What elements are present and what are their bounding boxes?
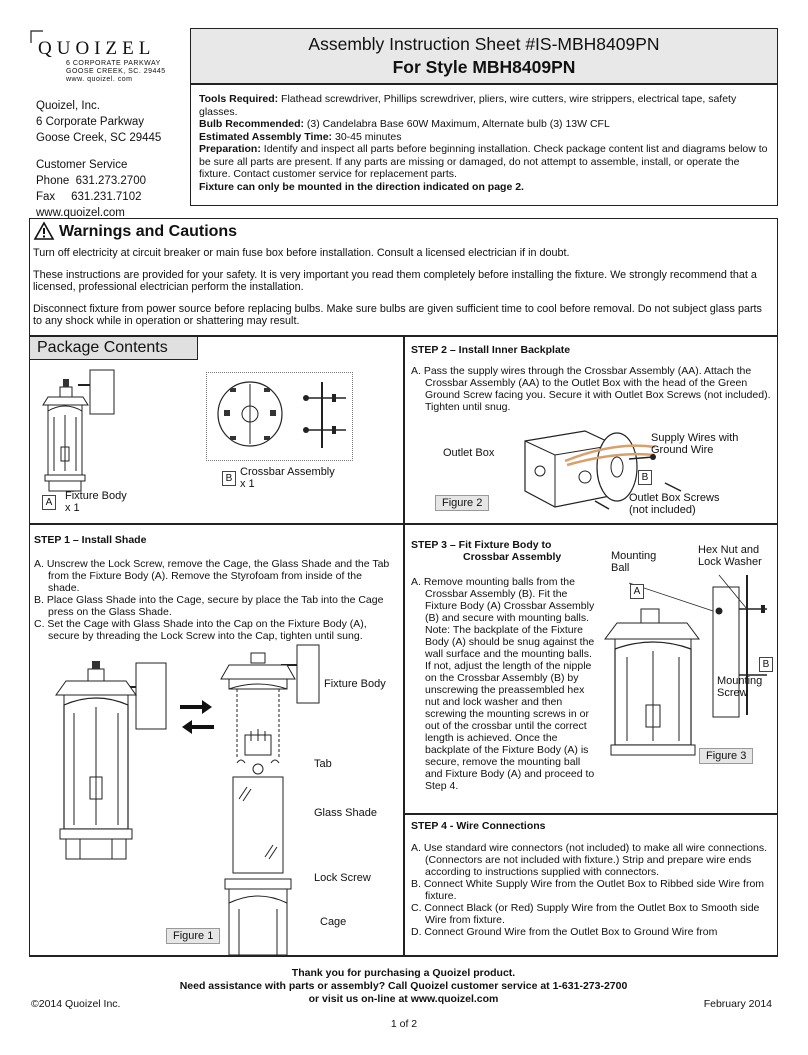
package-contents-box [29, 336, 404, 524]
crossbar-name: Crossbar Assembly [240, 466, 335, 478]
step1-instructions [34, 558, 396, 642]
company-name: Quoizel, Inc. [36, 100, 100, 112]
fixture-body-name: Fixture Body [65, 490, 127, 502]
package-title: Package Contents [30, 337, 198, 360]
step3-instructions [411, 576, 595, 792]
step1-fixture-body-callout: Fixture Body [324, 678, 386, 690]
warning-paragraph-1: Turn off electricity at circuit breaker or main fuse box before installation. Consult a licensed electrician if in doubt. [33, 247, 570, 259]
step4-instructions [411, 842, 773, 938]
fixture-body-label [65, 490, 127, 514]
mounting-ball-callout: Mounting Ball [611, 550, 657, 574]
tools-required [199, 93, 769, 118]
warnings-title: Warnings and Cautions [59, 223, 238, 240]
style-subtitle: For Style MBH8409PN [392, 57, 576, 77]
preparation [199, 143, 769, 181]
assembled-fixture-illustration [50, 657, 190, 877]
step2-instructions [411, 365, 771, 413]
warnings-box [29, 218, 778, 336]
step1-item-c: C. Set the Cage with Glass Shade into the Cap on the Fixture Body (A), secure by threading the Lock Screw into the Cap, tighten until sung. [34, 618, 367, 642]
footer-date: February 2014 [703, 998, 772, 1010]
step2-heading: STEP 2 – Install Inner Backplate [411, 344, 571, 356]
quoizel-logo [30, 30, 180, 92]
title-box [190, 28, 778, 84]
tools-text: Flathead screwdriver, Phillips screwdriver, pliers, wire cutters, wire strippers, electrical tape, safety glasses. [199, 93, 737, 118]
step4-heading: STEP 4 - Wire Connections [411, 820, 546, 832]
tab-callout: Tab [314, 758, 332, 770]
step4-item-b: B. Connect White Supply Wire from the Outlet Box to Ribbed side Wire from fixture. [411, 878, 765, 902]
mount-note: Fixture can only be mounted in the direction indicated on page 2. [199, 180, 524, 193]
step2-crossbar-tag: B [638, 470, 652, 485]
copyright-text: 2014 Quoizel Inc. [38, 998, 121, 1010]
company-street: 6 Corporate Parkway [36, 116, 145, 128]
step2-box [404, 336, 778, 524]
step3-heading-line2: Crossbar Assembly [463, 551, 562, 563]
outlet-box-callout: Outlet Box [443, 447, 495, 459]
warning-paragraph-2: These instructions are provided for your safety. It is very important you read them completely before installing the fixture. We strongly recommend that a licensed, professional electrician perform the installation. [33, 268, 757, 293]
footer-box [29, 956, 778, 1016]
cage-callout: Cage [320, 916, 347, 928]
step4-item-a: A. Use standard wire connectors (not included) to make all wire connections. (Connectors are not included with fixture.) Strip and prepare wire ends according to instructions supplied with connectors. [411, 842, 768, 878]
footer-assistance: Need assistance with parts or assembly? Call Quoizel customer service at 1-631-273-2700 [179, 980, 628, 992]
company-city: Goose Creek, SC 29445 [36, 132, 162, 144]
direction-arrows-icon [178, 695, 218, 735]
hex-nut-callout: Hex Nut and Lock Washer [698, 544, 762, 568]
company-phone: Phone 631.273.2700 [36, 175, 146, 187]
crossbar-assembly-illustration [206, 372, 356, 462]
page-number: 1 of 2 [390, 1018, 418, 1030]
logo-web: www. quoizel. com [66, 76, 133, 83]
step4-box [404, 814, 778, 956]
figure-3-label: Figure 3 [699, 748, 753, 764]
footer-online: or visit us on-line at www.quoizel.com [308, 993, 499, 1005]
figure-2-label: Figure 2 [435, 495, 489, 511]
crossbar-qty: x 1 [240, 478, 255, 490]
footer-thanks: Thank you for purchasing a Quoizel product. [291, 967, 516, 979]
bulb-recommended [199, 118, 769, 131]
supply-wires-callout: Supply Wires with Ground Wire [651, 432, 739, 456]
mounting-screw-callout: Mounting Screw [717, 675, 763, 699]
step4-item-d: D. Connect Ground Wire from the Outlet Box to Ground Wire from [411, 926, 718, 938]
step3-item: A. Remove mounting balls from the Crossbar Assembly (B). Fit the Fixture Body (A) Crossbar Assembly (B) and secure with mounting balls. Note: The backplate of the Fixture Body (A) should be snug against the wall surface and the mounting balls. If not, adjust the length of the nipple on the Crossbar Assembly (B) by unscrewing the preassembled hex nut and lock washer and then screwing the mounting screws in or out of the crossbar until the correct length is achieved. Once the backplate of the Fixture Body (A) is secure, remove the mounting ball and Fixture Body (A) and proceed to Step 4. [411, 576, 595, 792]
outlet-screws-callout: Outlet Box Screws (not included) [629, 492, 720, 516]
figure-1-label: Figure 1 [166, 928, 220, 944]
step1-item-a: A. Unscrew the Lock Screw, remove the Cage, the Glass Shade and the Tab from the Fixture Body (A). Remove the Styrofoam from inside of the shade. [34, 558, 390, 594]
time-label: Estimated Assembly Time: [199, 130, 333, 143]
logo-brand: QUOIZEL [38, 38, 156, 59]
tools-label: Tools Required: [199, 93, 279, 105]
logo-address-2: GOOSE CREEK, SC. 29445 [66, 68, 166, 75]
time-text: 30-45 minutes [332, 130, 402, 143]
fixture-body-tag: A [42, 495, 56, 510]
bulb-label: Bulb Recommended: [199, 118, 305, 130]
lock-screw-callout: Lock Screw [314, 872, 371, 884]
logo-address-1: 6 CORPORATE PARKWAY [66, 60, 161, 67]
info-box [190, 84, 778, 206]
step3-fixture-illustration [601, 565, 771, 765]
company-website: www.quoizel.com [36, 207, 125, 219]
crossbar-tag: B [222, 471, 236, 486]
info-text [199, 93, 769, 193]
crossbar-label [240, 466, 335, 490]
assembly-time [199, 131, 769, 144]
step3-heading-line1: STEP 3 – Fit Fixture Body to [411, 539, 552, 551]
fixture-body-qty: x 1 [65, 502, 80, 514]
page-title: Assembly Instruction Sheet #IS-MBH8409PN [308, 34, 660, 54]
fixture-body-illustration [38, 367, 118, 507]
customer-service-label: Customer Service [36, 159, 128, 171]
step3-crossbar-tag: B [759, 657, 773, 672]
step3-heading [411, 539, 561, 563]
step2-item: A. Pass the supply wires through the Crossbar Assembly (AA). Attach the Crossbar Assembly (AA) to the Outlet Box with the head of the Green Ground Screw facing you. Secure it with Outlet Box Screws (not included). Tighten until snug. [411, 365, 771, 413]
bulb-text: (3) Candelabra Base 60W Maximum, Alternate bulb (3) 13W CFL [304, 118, 610, 130]
step1-box [29, 524, 404, 956]
warning-paragraph-3: Disconnect fixture from power source before replacing bulbs. Make sure bulbs are given sufficient time to cool before removal. Do not subject glass parts to any shock while in operation or shattering may result. [33, 302, 762, 327]
step4-item-c: C. Connect Black (or Red) Supply Wire from the Outlet Box to Smooth side Wire from fixture. [411, 902, 760, 926]
prep-text: Identify and inspect all parts before beginning installation. Check package content list and diagrams below to be sure all parts are present. If any parts are missing or damaged, do not attempt to assemble, install, or operate the fixture. Contact customer service for replacement parts. [199, 143, 768, 180]
warning-triangle-icon [34, 222, 54, 240]
prep-label: Preparation: [199, 143, 261, 155]
step3-box [404, 524, 778, 814]
step3-fixture-tag: A [630, 584, 644, 599]
company-fax: Fax 631.231.7102 [36, 191, 142, 203]
footer-copyright [31, 998, 120, 1010]
warnings-text [33, 247, 773, 328]
company-info [36, 98, 186, 221]
step1-heading: STEP 1 – Install Shade [34, 534, 147, 546]
glass-shade-callout: Glass Shade [314, 807, 377, 819]
step1-item-b: B. Place Glass Shade into the Cage, secure by place the Tab into the Cage press on the Glass Shade. [34, 594, 384, 618]
copyright-icon: © [31, 998, 39, 1010]
